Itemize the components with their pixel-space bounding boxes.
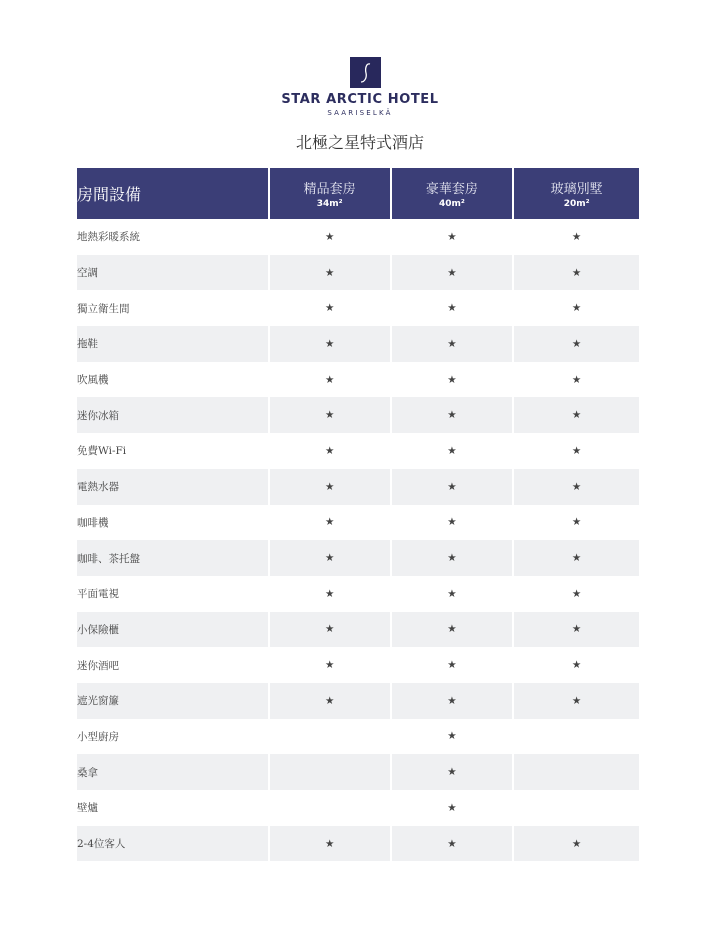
- star-icon: ★: [270, 326, 390, 362]
- star-icon: ★: [447, 230, 457, 243]
- room-name: 玻璃別墅: [550, 182, 603, 197]
- amenity-label: 遮光窗簾: [77, 683, 268, 719]
- star-icon: ★: [324, 230, 335, 243]
- star-icon: ★: [392, 754, 513, 790]
- room-name: 豪華套房: [425, 182, 478, 197]
- star-icon: ★: [571, 659, 582, 672]
- hotel-location: SAARISELKÄ: [327, 109, 393, 117]
- star-icon: ★: [324, 444, 335, 457]
- table-row: [77, 255, 639, 291]
- star-icon: ★: [392, 397, 513, 433]
- star-icon: [270, 790, 390, 826]
- star-icon: ★: [270, 255, 390, 291]
- table-row: [77, 290, 639, 326]
- amenity-label: 壁爐: [77, 802, 98, 815]
- table-row: [77, 683, 639, 719]
- star-icon: ★: [514, 612, 639, 648]
- amenity-label: 小型廚房: [77, 730, 119, 743]
- star-icon: ★: [571, 230, 582, 243]
- amenity-label: 迷你酒吧: [77, 659, 119, 672]
- star-icon: ★: [514, 397, 639, 433]
- column-header-glass-villa: [514, 168, 639, 219]
- star-icon: ★: [270, 826, 390, 862]
- room-size: 34m²: [316, 199, 343, 209]
- star-icon: ★: [447, 659, 457, 672]
- star-icon: ★: [447, 373, 457, 386]
- amenity-label: 拖鞋: [77, 326, 268, 362]
- room-size: 40m²: [438, 199, 465, 209]
- table-row: [77, 790, 639, 826]
- star-icon: ★: [571, 444, 582, 457]
- amenity-label: 迷你冰箱: [77, 397, 268, 433]
- star-icon: ★: [324, 302, 335, 315]
- star-icon: ★: [571, 373, 582, 386]
- table-row: [77, 397, 639, 433]
- table-row: [77, 647, 639, 683]
- column-header-amenities: 房間設備: [77, 168, 268, 219]
- amenity-label: 吹風機: [77, 374, 109, 387]
- table-row: [77, 576, 639, 612]
- hotel-logo: [350, 57, 381, 88]
- table-row: [77, 826, 639, 862]
- star-icon: [514, 754, 639, 790]
- star-icon: [514, 790, 639, 826]
- amenity-label: 平面電視: [77, 588, 119, 601]
- hotel-chinese-name: 北極之星特式酒店: [295, 133, 424, 152]
- amenity-label: 空調: [77, 255, 268, 291]
- table-row: [77, 754, 639, 790]
- star-icon: ★: [270, 612, 390, 648]
- table-row: [77, 469, 639, 505]
- star-icon: ★: [514, 326, 639, 362]
- star-icon: ★: [270, 683, 390, 719]
- star-icon: ★: [447, 587, 457, 600]
- star-icon: ★: [270, 540, 390, 576]
- hotel-name: STAR ARCTIC HOTEL: [281, 92, 439, 107]
- star-icon: ★: [447, 444, 457, 457]
- star-icon: ★: [324, 516, 335, 529]
- star-icon: ★: [270, 397, 390, 433]
- star-icon: ★: [571, 516, 582, 529]
- table-row: [77, 540, 639, 576]
- table-row: [77, 719, 639, 755]
- star-icon: ★: [447, 516, 457, 529]
- amenity-label: 小保險櫃: [77, 612, 268, 648]
- column-header-boutique-suite: [270, 168, 390, 219]
- star-icon: [270, 754, 390, 790]
- star-icon: ★: [514, 469, 639, 505]
- amenity-label: 桑拿: [77, 754, 268, 790]
- star-icon: ★: [514, 540, 639, 576]
- star-icon: ★: [392, 540, 513, 576]
- amenity-label: 電熱水器: [77, 469, 268, 505]
- amenity-label: 地熱彩暖系統: [77, 231, 140, 244]
- table-row: [77, 505, 639, 541]
- column-header-deluxe-suite: [392, 168, 513, 219]
- room-name: 精品套房: [303, 182, 356, 197]
- star-icon: [514, 719, 639, 755]
- star-icon: ★: [571, 587, 582, 600]
- star-icon: ★: [392, 612, 513, 648]
- table-row: [77, 326, 639, 362]
- room-size: 20m²: [563, 199, 590, 209]
- star-icon: [270, 719, 390, 755]
- star-icon: ★: [392, 683, 513, 719]
- s-script-logo-icon: [356, 61, 376, 85]
- table-row: [77, 362, 639, 398]
- table-row: [77, 433, 639, 469]
- star-icon: ★: [514, 255, 639, 291]
- amenity-label: 咖啡機: [77, 516, 109, 529]
- star-icon: ★: [514, 826, 639, 862]
- star-icon: ★: [324, 373, 335, 386]
- star-icon: ★: [392, 826, 513, 862]
- amenity-label: 免費Wi-Fi: [77, 445, 127, 458]
- table-row: [77, 612, 639, 648]
- star-icon: ★: [392, 469, 513, 505]
- amenity-label: 獨立衛生間: [77, 302, 130, 315]
- star-icon: ★: [324, 659, 335, 672]
- table-header-row: [77, 168, 639, 219]
- star-icon: ★: [270, 469, 390, 505]
- table-row: [77, 219, 639, 255]
- star-icon: ★: [514, 683, 639, 719]
- star-icon: ★: [447, 801, 457, 814]
- star-icon: ★: [324, 587, 335, 600]
- star-icon: ★: [571, 302, 582, 315]
- star-icon: ★: [447, 730, 457, 743]
- amenities-table: [75, 168, 641, 861]
- star-icon: ★: [447, 302, 457, 315]
- amenity-label: 咖啡、茶托盤: [77, 540, 268, 576]
- star-icon: ★: [392, 326, 513, 362]
- amenity-label: 2-4位客人: [77, 826, 268, 862]
- star-icon: ★: [392, 255, 513, 291]
